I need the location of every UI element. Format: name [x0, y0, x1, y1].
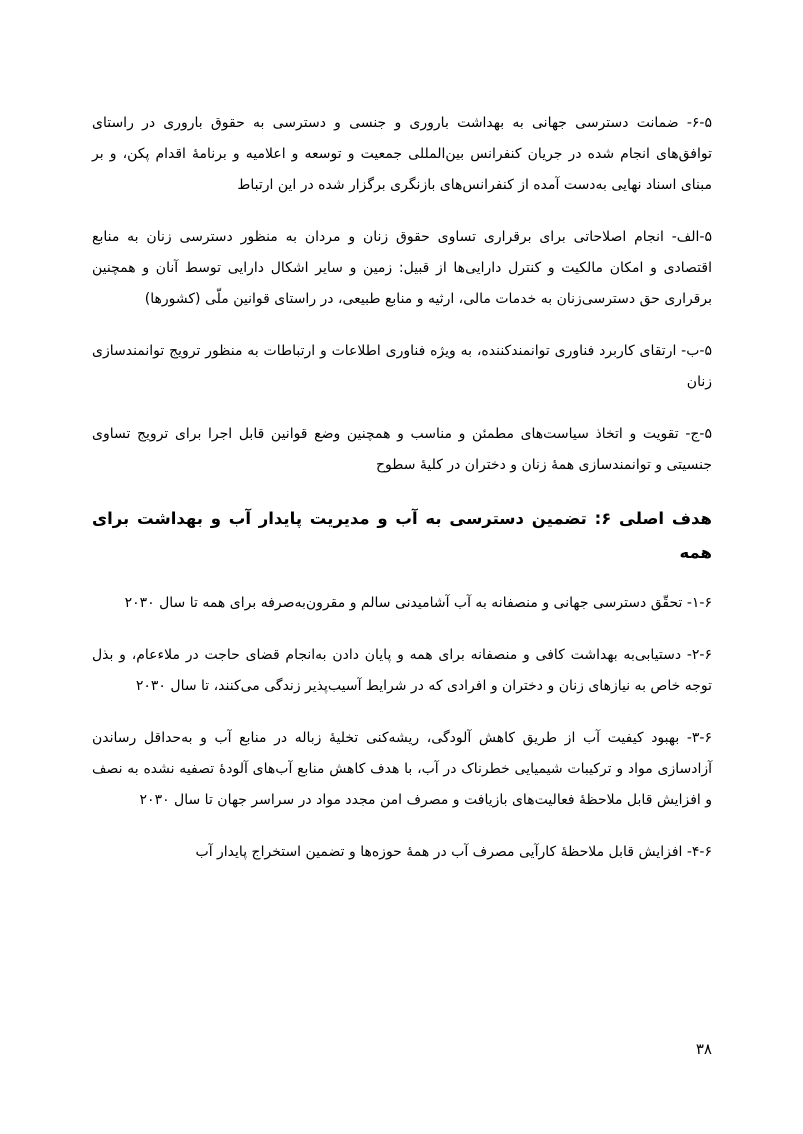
paragraph-6-4: ۴-۶- افزایش قابل ملاحظهٔ کارآیی مصرف آب در همهٔ حوزه‌ها و تضمین استخراج پایدار آب	[195, 844, 712, 860]
paragraph-6-3: ۳-۶- بهبود کیفیت آب از طریق کاهش آلودگی، ریشه‌کنی تخلیهٔ زباله در منابع آب و به‌حداقل رساندن آزادسازی مواد و ترکیبات شیمیایی خطرناک در آب، با هدف کاهش منابع آب‌های آلودهٔ تصفیه نشده به نصف و افزایش قابل ملاحظهٔ فعالیت‌های بازیافت و مصرف امن مجدد مواد در سراسر جهان تا سال ۲۰۳۰	[92, 730, 712, 808]
document-page	[92, 108, 712, 889]
paragraph-6-1: ۱-۶- تحقّق دسترسی جهانی و منصفانه به آب آشامیدنی سالم و مقرون‌به‌صرفه برای همه تا سال ۲۰۳۰	[124, 595, 712, 611]
goal-6-heading: هدف اصلی ۶: تضمین دسترسی به آب و مدیریت پایدار آب و بهداشت برای همه	[92, 509, 712, 562]
paragraph-6-5: ۶-۵- ضمانت دسترسی جهانی به بهداشت باروری و جنسی و دسترسی به حقوق باروری در راستای توافق‌های انجام شده در جریان کنفرانس بین‌المللی جمعیت و توسعه و اعلامیه و برنامهٔ اقدام پکن، و بر مبنای اسناد نهایی به‌دست آمده از کنفرانس‌های بازنگری برگزار شده در این ارتباط	[92, 115, 712, 193]
paragraph-5-b: ۵-ب- ارتقای کاربرد فناوری توانمندکننده، به ویژه فناوری اطلاعات و ارتباطات به منظور ترویج توانمندسازی زنان	[92, 343, 712, 390]
page-number: ۳۸	[695, 1040, 712, 1058]
paragraph-6-2: ۲-۶- دستیابی‌به بهداشت کافی و منصفانه برای همه و پایان دادن به‌انجام قضای حاجت در ملاءعام، و بذل توجه خاص به نیازهای زنان و دختران و افرادی که در شرایط آسیب‌پذیر زندگی می‌کنند، تا سال ۲۰۳۰	[92, 647, 712, 694]
paragraph-5-a: ۵-الف- انجام اصلاحاتی برای برقراری تساوی حقوق زنان و مردان به منظور دسترسی زنان به منابع اقتصادی و امکان مالکیت و کنترل دارایی‌ها از قبیل: زمین و سایر اشکال دارایی توسط آنان و همچنین برقراری حق دسترسی‌زنان به خدمات مالی، ارثیه و منابع طبیعی، در راستای قوانین ملّی (کشورها)	[92, 229, 712, 307]
paragraph-5-c: ۵-ج- تقویت و اتخاذ سیاست‌های مطمئن و مناسب و همچنین وضع قوانین قابل اجرا برای ترویج تساوی جنسیتی و توانمندسازی همهٔ زنان و دختران در کلیهٔ سطوح	[92, 426, 712, 473]
